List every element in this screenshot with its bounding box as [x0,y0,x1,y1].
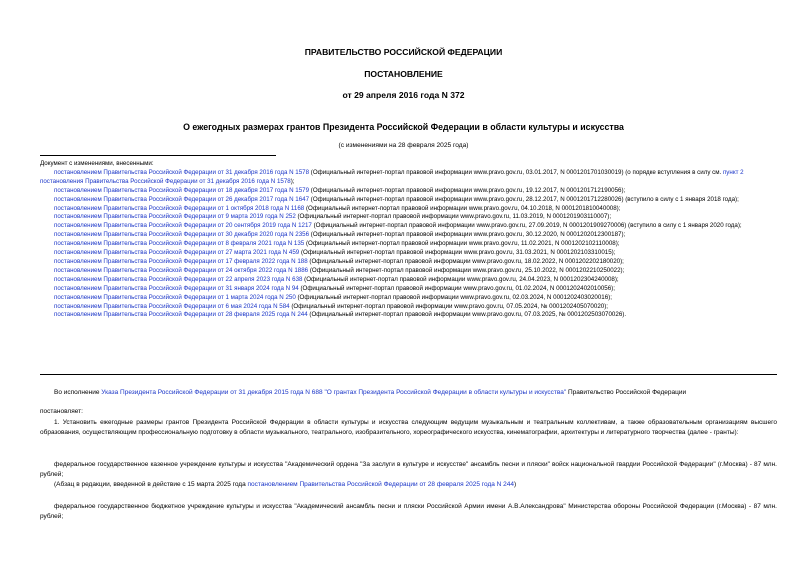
change-item [40,222,777,231]
change-text: (Официальный интернет-портал правовой информации www.pravo.gov.ru, 02.03.2024, N 0001202403020016); [295,293,612,301]
change-link[interactable]: постановлением Правительства Российской Федерации от 30 декабря 2020 года N 2356 [54,231,310,239]
change-item [40,303,777,312]
document-title: О ежегодных размерах грантов Президента Российской Федерации в области культуры и искусства [183,122,624,132]
change-link[interactable]: постановлением Правительства Российской Федерации от 18 декабря 2017 года N 1579 [54,186,310,194]
change-text-tail: ); [290,177,295,185]
change-text: (Официальный интернет-портал правовой информации www.pravo.gov.ru, 28.12.2017, N 0001201712280026) (вступило в силу с 1 января 2018 года); [309,195,739,203]
changes-top-rule [40,155,276,156]
change-link[interactable]: постановлением Правительства Российской Федерации от 17 февраля 2022 года N 188 [54,257,308,265]
document-type: ПОСТАНОВЛЕНИЕ [364,69,443,79]
document-subtitle: (с изменениями на 28 февраля 2025 года) [338,142,469,149]
change-text: (Официальный интернет-портал правовой информации www.pravo.gov.ru, 30.12.2020, N 0001202012300187); [309,231,626,239]
preamble-prefix: Во исполнение [54,389,102,396]
change-link[interactable]: постановлением Правительства Российской Федерации от 26 декабря 2017 года N 1647 [54,195,310,203]
change-text: (Официальный интернет-портал правовой информации www.pravo.gov.ru, 04.10.2018, N 0001201810040008); [304,204,621,212]
change-item [40,231,777,240]
change-item [40,294,777,303]
change-item [40,267,777,276]
change-link[interactable]: постановлением Правительства Российской Федерации от 31 января 2024 года N 94 [54,284,299,292]
document-date-number: от 29 апреля 2016 года N 372 [342,90,465,100]
change-link[interactable]: постановлением Правительства Российской Федерации от 27 марта 2021 года N 459 [54,249,300,257]
change-item [40,258,777,267]
change-text: (Официальный интернет-портал правовой информации www.pravo.gov.ru, 11.03.2019, N 0001201903110007); [295,213,612,221]
change-text: (Официальный интернет-портал правовой информации www.pravo.gov.ru, 24.04.2023, N 0001202304240008); [302,275,619,283]
change-link[interactable]: постановлением Правительства Российской Федерации от 22 апреля 2023 года N 638 [54,275,303,283]
change-text: (Официальный интернет-портал правовой информации www.pravo.gov.ru, 03.01.2017, N 0001201701030019) (о порядке вступления в силу см. [309,168,723,176]
grant-1-note-link[interactable]: постановлением Правительства Российской Федерации от 28 февраля 2025 года N 244 [247,481,515,488]
change-link[interactable]: постановлением Правительства Российской Федерации от 31 декабря 2016 года N 1578 [54,168,310,176]
change-item [40,187,777,196]
grant-1-note-prefix: (Абзац в редакции, введенной в действие с 15 марта 2025 года [54,481,248,488]
changes-bottom-rule [40,374,777,375]
change-link[interactable]: постановлением Правительства Российской Федерации от 8 февраля 2021 года N 135 [54,240,305,248]
change-item [40,240,777,249]
change-item [40,276,777,285]
change-item [40,285,777,294]
change-item [40,196,777,205]
change-text: (Официальный интернет-портал правовой информации www.pravo.gov.ru, 31.03.2021, N 0001202103310015); [299,249,616,257]
government-name: ПРАВИТЕЛЬСТВО РОССИЙСКОЙ ФЕДЕРАЦИИ [304,47,503,57]
change-link[interactable]: постановлением Правительства Российской Федерации от 9 марта 2019 года N 252 [54,213,296,221]
change-item [40,169,777,187]
change-text: (Официальный интернет-портал правовой информации www.pravo.gov.ru, 19.12.2017, N 0001201712190056); [309,186,626,194]
change-link[interactable]: постановлением Правительства Российской Федерации от 20 сентября 2019 года N 1217 [54,222,312,230]
change-text: (Официальный интернет-портал правовой информации www.pravo.gov.ru, 25.10.2022, N 0001202210250022); [308,266,625,274]
change-item [40,249,777,258]
change-link[interactable]: постановлением Правительства Российской Федерации от 6 мая 2024 года N 584 [54,302,290,310]
change-link[interactable]: постановлением Правительства Российской Федерации от 1 октября 2018 года N 1168 [54,204,305,212]
changes-intro: Документ с изменениями, внесенными: [40,160,154,167]
change-text: (Официальный интернет-портал правовой информации www.pravo.gov.ru, 07.03.2025, № 0001202503070026). [307,311,627,319]
decides-line: постановляет: [40,408,83,415]
grant-1-paragraph: федеральное государственное казенное учреждение культуры и искусства "Академический ордена "За заслуги в культуре и искусстве" ансамбль песни и пляски" войск национальной гвардии Российской Федерации" (г.Москва) - 87 млн. рублей; [40,461,777,478]
change-link[interactable]: постановлением Правительства Российской Федерации от 28 февраля 2025 года N 244 [54,311,308,319]
change-text: (Официальный интернет-портал правовой информации www.pravo.gov.ru, 27.09.2019, N 0001201909270006) (вступило в силу с 1 января 2020 года); [311,222,742,230]
change-item [40,311,777,320]
change-text: (Официальный интернет-портал правовой информации www.pravo.gov.ru, 01.02.2024, N 0001202402010056); [298,284,615,292]
change-link[interactable]: постановлением Правительства Российской Федерации от 1 марта 2024 года N 250 [54,293,296,301]
grant-1-note-suffix: ) [514,481,517,488]
point-1-paragraph: 1. Установить ежегодные размеры грантов Президента Российской Федерации в области культуры и искусства следующим ведущим музыкальным и театральным коллективам, а также образовательным организациям высшего образования, осуществляющим профессиональную подготовку в области музыкального, театрального, изобразительного, хореографического искусства, кинематографии, архитектуры и литературного творчества (далее - гранты): [40,419,777,436]
preamble-paragraph [40,388,777,398]
change-link-secondary[interactable]: пункт 2 постановления Правительства Российской Федерации от 31 декабря 2016 года N 1578 [40,168,744,185]
changes-block [40,160,777,320]
change-text: (Официальный интернет-портал правовой информации www.pravo.gov.ru, 07.05.2024, № 0001202405070020); [289,302,608,310]
grant-1-note [40,480,777,490]
decree-link[interactable]: Указа Президента Российской Федерации от 31 декабря 2015 года N 688 "О грантах Президента Российской Федерации в области культуры и искусства" [101,389,567,396]
preamble [40,388,777,398]
change-item [40,205,777,214]
change-text: (Официальный интернет-портал правовой информации www.pravo.gov.ru, 11.02.2021, N 0001202102110008); [304,240,620,248]
preamble-suffix: Правительство Российской Федерации [566,389,687,396]
change-link[interactable]: постановлением Правительства Российской Федерации от 24 октября 2022 года N 1886 [54,266,309,274]
grant-2-paragraph: федеральное государственное бюджетное учреждение культуры и искусства "Академический ансамбль песни и пляски Российской Армии имени А.В.Александрова" Министерства обороны Российской Федерации (г.Москва) - 87 млн. рублей; [40,503,777,520]
change-text: (Официальный интернет-портал правовой информации www.pravo.gov.ru, 18.02.2022, N 0001202202180020); [307,257,624,265]
change-item [40,213,777,222]
